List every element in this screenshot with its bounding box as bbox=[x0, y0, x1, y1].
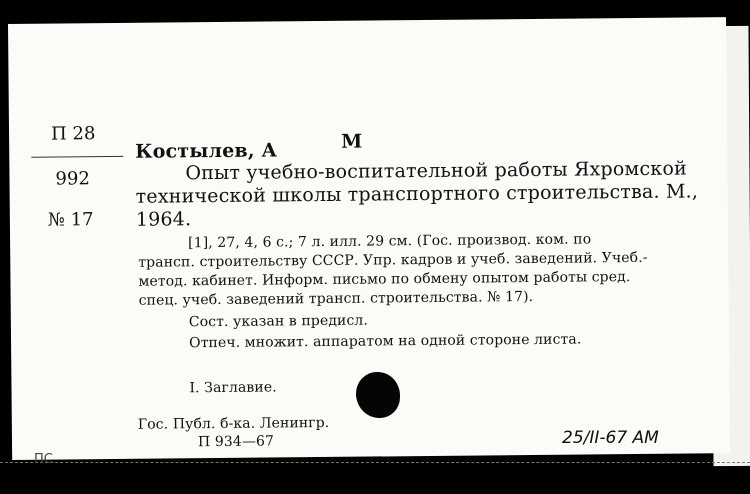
handwritten-date: 25/II-67 AM bbox=[562, 428, 659, 448]
corner-mark: ПС bbox=[34, 452, 53, 467]
note-compiler: Сост. указан в предисл. bbox=[188, 312, 369, 331]
order-number: П 934—67 bbox=[197, 433, 275, 451]
title-line2: технической школы транспортного строительства. М., bbox=[135, 180, 699, 208]
shelfmark-line2: 992 bbox=[55, 168, 90, 190]
subject-heading: I. Заглавие. bbox=[189, 379, 277, 397]
description-line3: метод. кабинет. Информ. письмо по обмену опытом работы сред. bbox=[138, 269, 631, 290]
library-name: Гос. Публ. б-ка. Ленингр. bbox=[137, 414, 330, 433]
description-line2: трансп. строительству СССР. Упр. кадров и учеб. заведений. Учеб.- bbox=[138, 249, 648, 271]
ink-blot bbox=[356, 372, 400, 418]
publication-year: 1964. bbox=[135, 208, 192, 231]
shelfmark-line3: № 17 bbox=[47, 209, 94, 231]
bottom-edge-line bbox=[0, 462, 750, 463]
title-line1: Опыт учебно-воспитательной работы Яхромской bbox=[185, 157, 688, 185]
author-name: Костылев, А bbox=[135, 139, 278, 163]
shelfmark-divider bbox=[31, 156, 123, 158]
description-line1: [1], 27, 4, 6 с.; 7 л. илл. 29 см. (Гос. производ. ком. по bbox=[188, 231, 592, 252]
shelfmark-line1: П 28 bbox=[50, 123, 96, 145]
author-initial: М bbox=[341, 130, 363, 153]
note-printing: Отпеч. множит. аппаратом на одной стороне листа. bbox=[188, 331, 582, 352]
description-line4: спец. учеб. заведений трансп. строительства. № 17). bbox=[138, 288, 534, 309]
